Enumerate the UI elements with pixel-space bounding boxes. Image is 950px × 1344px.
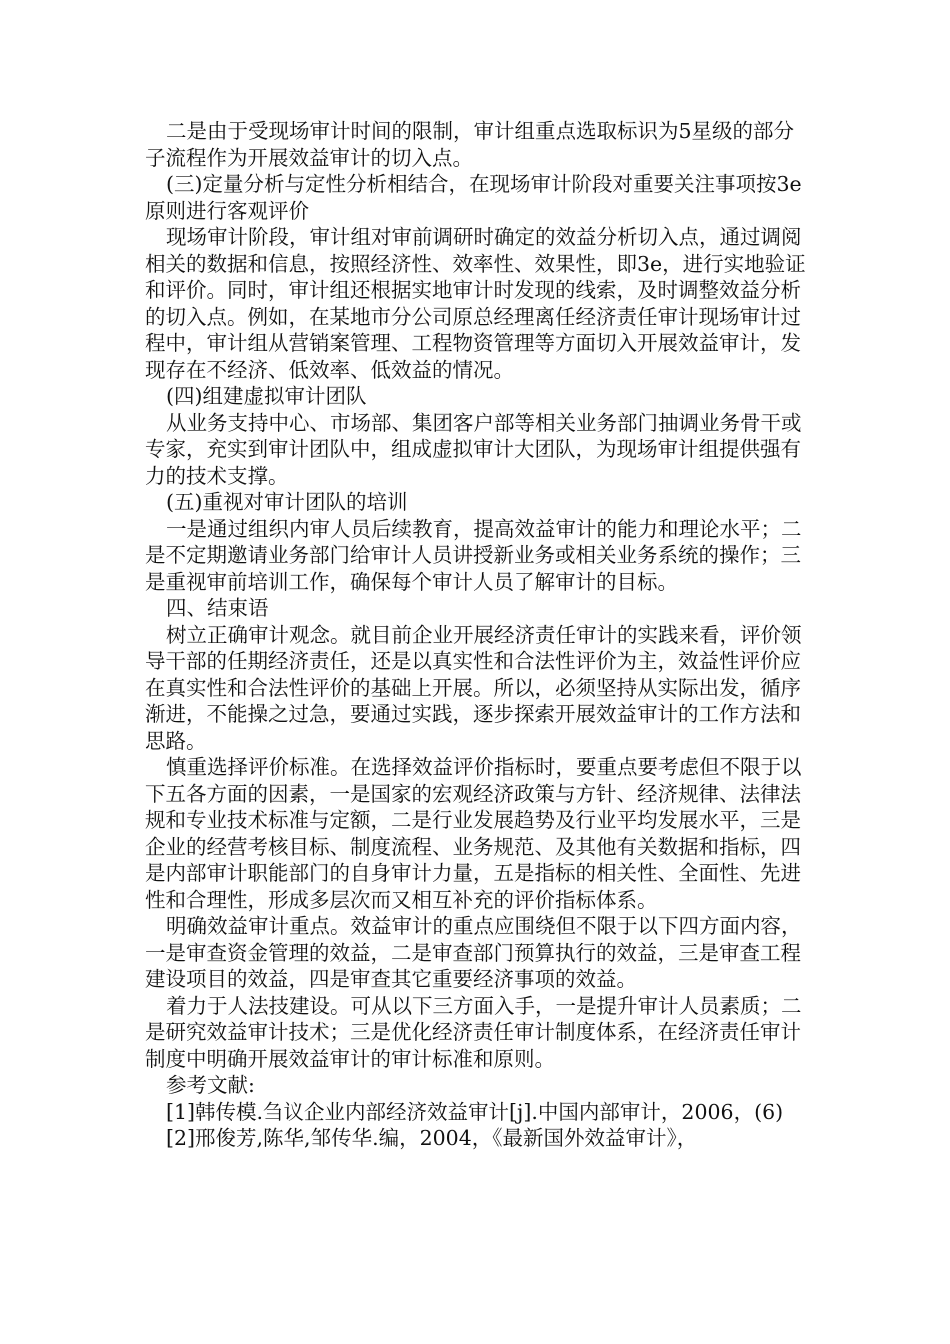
paragraph-3: 从业务支持中心、市场部、集团客户部等相关业务部门抽调业务骨干或专家，充实到审计团队中，组成虚拟审计大团队，为现场审计组提供强有力的技术支撑。 [145,410,802,488]
paragraph-5: 树立正确审计观念。就目前企业开展经济责任审计的实践来看，评价领导干部的任期经济责任，还是以真实性和合法性评价为主，效益性评价应在真实性和合法性评价的基础上开展。所以，必须坚持从实际出发，循序渐进，不能操之过急，要通过实践，逐步探索开展效益审计的工作方法和思路。 [145,622,802,753]
references-heading: 参考文献: [166,1073,255,1097]
paragraph-7: 明确效益审计重点。效益审计的重点应围绕但不限于以下四方面内容，一是审查资金管理的效益，二是审查部门预算执行的效益，三是审查工程建设项目的效益，四是审查其它重要经济事项的效益。 [145,914,802,991]
document-body [145,118,810,1152]
section-heading-4: (四)组建虚拟审计团队 [166,384,367,408]
paragraph-4: 一是通过组织内审人员后续教育，提高效益审计的能力和理论水平；二是不定期邀请业务部门给审计人员讲授新业务或相关业务系统的操作；三是重视审前培训工作，确保每个审计人员了解审计的目标。 [145,516,802,594]
section-heading-3: (三)定量分析与定性分析相结合，在现场审计阶段对重要关注事项按3e原则进行客观评价 [145,172,802,223]
paragraph-1: 二是由于受现场审计时间的限制，审计组重点选取标识为5星级的部分子流程作为开展效益审计的切入点。 [145,119,795,170]
reference-item-2: [2]邢俊芳,陈华,邹传华.编，2004，《最新国外效益审计》， [166,1126,698,1150]
reference-item-1: [1]韩传模.刍议企业内部经济效益审计[j].中国内部审计，2006，(6) [166,1099,784,1124]
paragraph-6: 慎重选择评价标准。在选择效益评价指标时，要重点要考虑但不限于以下五各方面的因素，一是国家的宏观经济政策与方针、经济规律、法律法规和专业技术标准与定额，二是行业发展趋势及行业平均发展水平，三是企业的经营考核目标、制度流程、业务规范、及其他有关数据和指标，四是内部审计职能部门的自身审计力量，五是指标的相关性、全面性、先进性和合理性，形成多层次而又相互补充的评价指标体系。 [145,755,802,912]
section-heading-5: (五)重视对审计团队的培训 [166,490,408,514]
paragraph-8: 着力于人法技建设。可从以下三方面入手，一是提升审计人员素质；二是研究效益审计技术；三是优化经济责任审计制度体系，在经济责任审计制度中明确开展效益审计的审计标准和原则。 [145,993,802,1071]
paragraph-2: 现场审计阶段，审计组对审前调研时确定的效益分析切入点，通过调阅相关的数据和信息，按照经济性、效率性、效果性，即3e，进行实地验证和评价。同时，审计组还根据实地审计时发现的线索，及时调整效益分析的切入点。例如，在某地市分公司原总经理离任经济责任审计现场审计过程中，审计组从营销案管理、工程物资管理等方面切入开展效益审计，发现存在不经济、低效率、低效益的情况。 [145,225,806,382]
conclusion-heading: 四、结束语 [166,596,269,620]
